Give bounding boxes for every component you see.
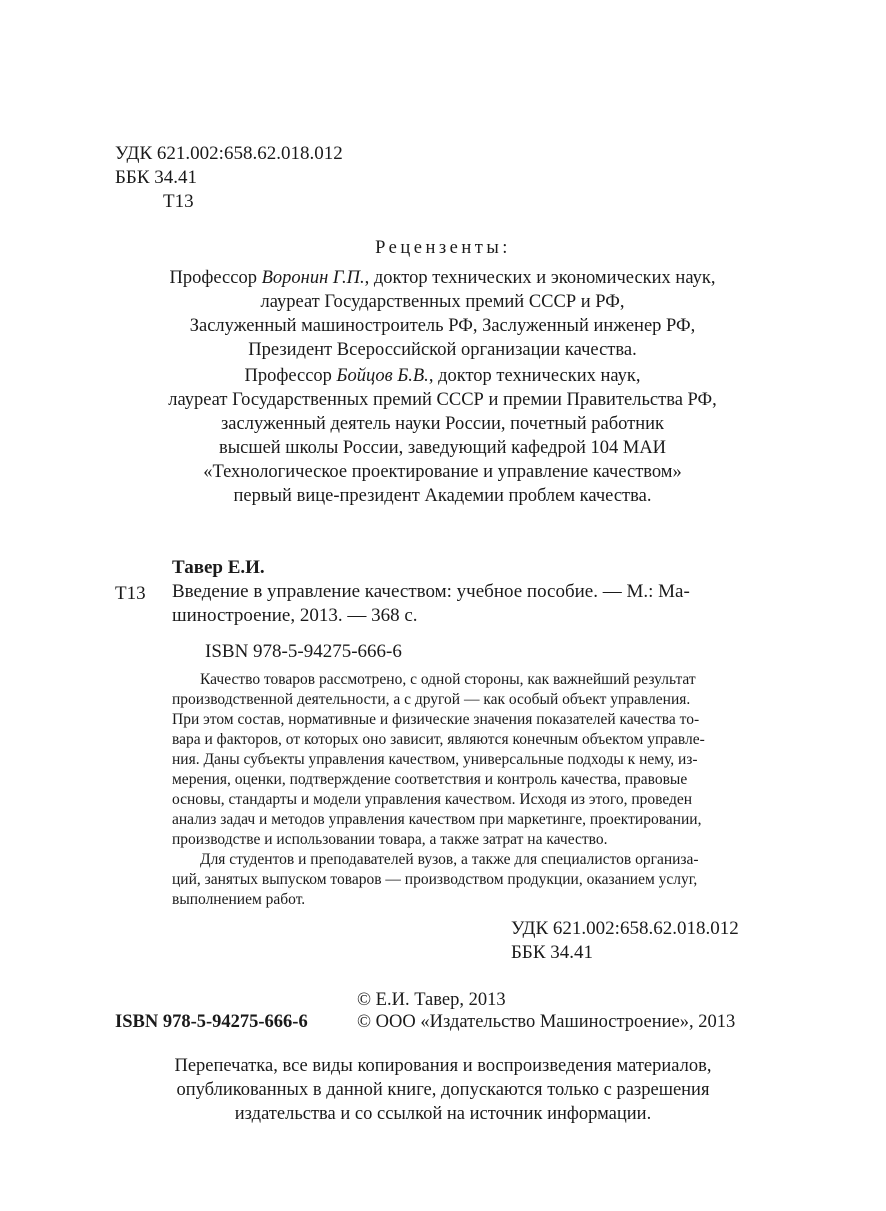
bbk-code: ББК 34.41	[115, 167, 197, 188]
reviewer-1-degree: , доктор технических и экономических наук,	[364, 268, 716, 288]
copyright-author: © Е.И. Тавер, 2013	[357, 990, 506, 1010]
reviewer-2-line: высшей школы России, заведующий кафедрой 104 МАИ	[218, 438, 667, 458]
abstract-line: ния. Даны субъекты управления качеством, универсальные подходы к нему, из-	[172, 751, 698, 768]
reviewer-2-title: Профессор	[244, 366, 337, 386]
abstract-line: выполнением работ.	[172, 891, 306, 908]
abstract-line: мерения, оценки, подтверждение соответствия и контроль качества, правовые	[172, 771, 688, 788]
reviewer-2-degree: , доктор технических наук,	[428, 366, 641, 386]
reviewer-1-line: Президент Всероссийской организации качества.	[248, 340, 637, 360]
book-description	[172, 580, 770, 628]
reprint-notice-line: Перепечатка, все виды копирования и воспроизведения материалов,	[174, 1056, 712, 1076]
bbk-code-bottom: ББК 34.41	[511, 942, 593, 963]
abstract-line: При этом состав, нормативные и физические значения показателей качества то-	[172, 711, 700, 728]
abstract-line: производстве и использовании товара, а также затрат на качество.	[172, 831, 608, 848]
reviewer-1	[115, 266, 770, 362]
abstract-line: основы, стандарты и модели управления качеством. Исходя из этого, проведен	[172, 791, 693, 808]
reprint-notice-line: опубликованных в данной книге, допускаются только с разрешения	[176, 1080, 710, 1100]
book-description-line: шиностроение, 2013. — 368 с.	[172, 605, 418, 626]
reviewer-2	[115, 364, 770, 508]
abstract-line: Для студентов и преподавателей вузов, а также для специалистов организа-	[200, 851, 699, 868]
book-author: Тавер Е.И.	[172, 557, 265, 578]
reviewer-1-title: Профессор	[169, 268, 262, 288]
reviewer-1-line-1	[115, 266, 770, 290]
reviewer-1-name: Воронин Г.П.	[261, 268, 365, 288]
copyright-publisher: © ООО «Издательство Машиностроение», 2013	[357, 1012, 736, 1032]
abstract-line: производственной деятельности, а с другой — как особый объект управления.	[172, 691, 691, 708]
reviewer-2-line-1	[115, 364, 770, 388]
reviewer-2-line: «Технологическое проектирование и управление качеством»	[203, 462, 682, 482]
reviewers-heading: Рецензенты:	[375, 238, 511, 258]
abstract-line: вара и факторов, от которых оно зависит, являются конечным объектом управле-	[172, 731, 705, 748]
isbn-bottom: ISBN 978-5-94275-666-6	[115, 1012, 308, 1032]
reviewer-2-line: лауреат Государственных премий СССР и премии Правительства РФ,	[168, 390, 717, 410]
book-description-line: Введение в управление качеством: учебное пособие. — М.: Ма-	[172, 581, 690, 602]
book-author-sign: Т13	[115, 583, 146, 604]
reviewer-2-line: заслуженный деятель науки России, почетный работник	[220, 414, 665, 434]
abstract-line: Качество товаров рассмотрено, с одной стороны, как важнейший результат	[200, 671, 696, 688]
udk-code: УДК 621.002:658.62.018.012	[115, 143, 343, 164]
reviewer-2-line: первый вице-президент Академии проблем качества.	[233, 486, 652, 506]
reviewer-2-name: Бойцов Б.В.	[336, 366, 429, 386]
reviewer-1-line: лауреат Государственных премий СССР и РФ,	[260, 292, 625, 312]
author-sign: Т13	[163, 191, 194, 212]
abstract	[172, 670, 772, 910]
abstract-line: ций, занятых выпуском товаров — производством продукции, оказанием услуг,	[172, 871, 698, 888]
reviewer-1-line: Заслуженный машиностроитель РФ, Заслуженный инженер РФ,	[189, 316, 696, 336]
reprint-notice-line: издательства и со ссылкой на источник информации.	[234, 1104, 652, 1124]
abstract-line: анализ задач и методов управления качеством при маркетинге, проектировании,	[172, 811, 702, 828]
reprint-notice	[0, 1054, 886, 1126]
book-isbn: ISBN 978-5-94275-666-6	[205, 641, 402, 662]
udk-code-bottom: УДК 621.002:658.62.018.012	[511, 918, 739, 939]
